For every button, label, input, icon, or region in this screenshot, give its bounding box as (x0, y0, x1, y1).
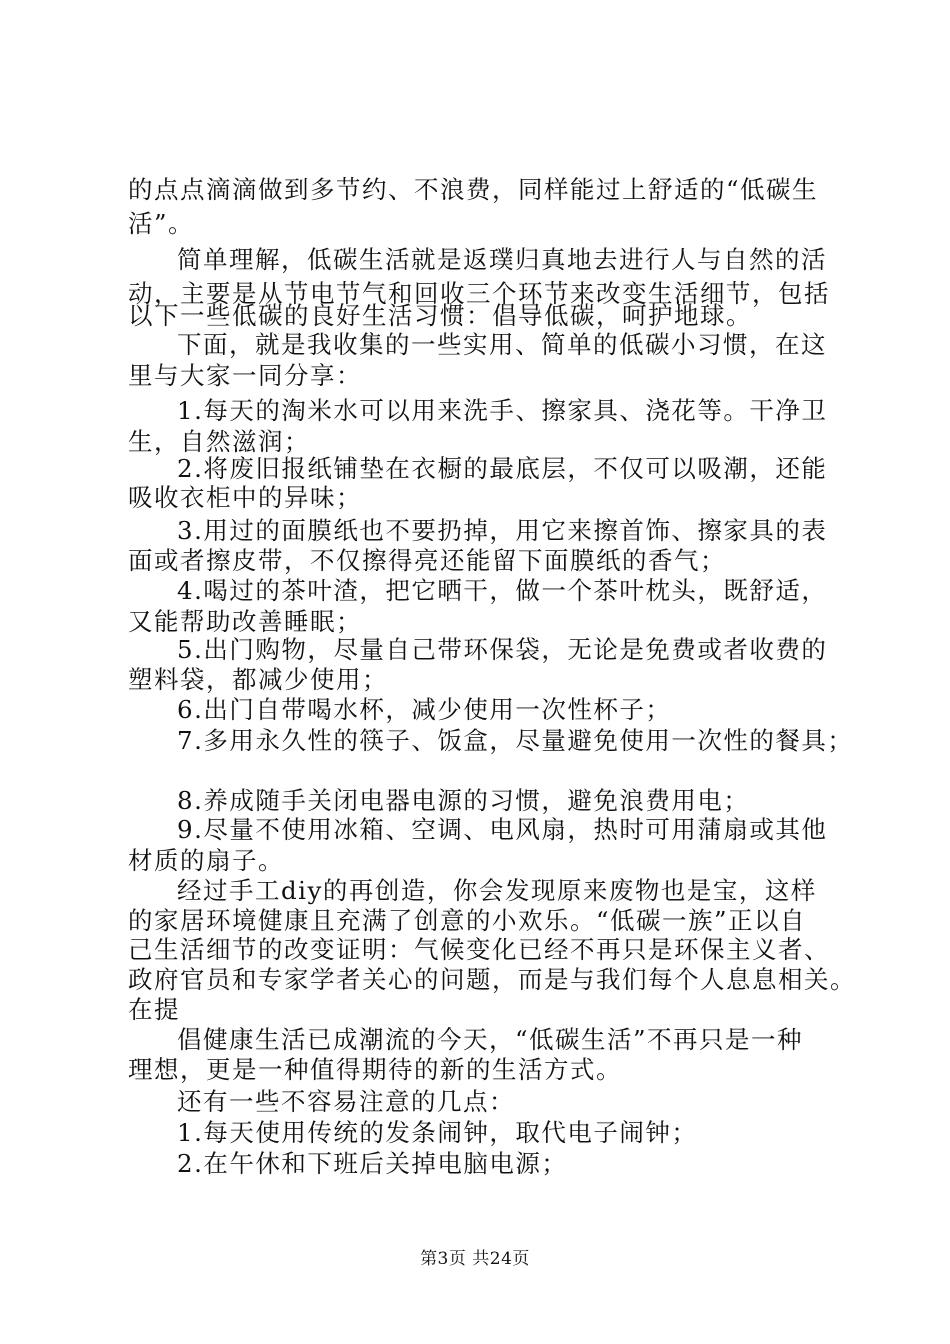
list-item: 9.尽量不使用冰箱、空调、电风扇，热时可用蒲扇或其他 (177, 815, 828, 844)
text-line: 在提 (128, 995, 180, 1024)
list-item: 7.多用永久性的筷子、饭盒，尽量避免使用一次性的餐具； (177, 726, 854, 755)
text-line: 政府官员和专家学者关心的问题，而是与我们每个人息息相关。 (128, 965, 856, 994)
text-line: 理想，更是一种值得期待的新的生活方式。 (128, 1055, 622, 1084)
paragraph-start: 倡健康生活已成潮流的今天，“低碳生活”不再只是一种 (177, 1025, 804, 1054)
text-line: 以下一些低碳的良好生活习惯：倡导低碳，呵护地球。 (128, 301, 752, 330)
list-item: 8.养成随手关闭电器电源的习惯，避免浪费用电； (177, 786, 750, 815)
text-line: 生，自然滋润； (128, 427, 310, 456)
text-line: 动，主要是从节电节气和回收三个环节来改变生活细节，包括 (128, 279, 830, 308)
text-line: 材质的扇子。 (128, 846, 284, 875)
list-item: 4.喝过的茶叶渣，把它晒干，做一个茶叶枕头，既舒适， (177, 576, 828, 605)
text-line: 又能帮助改善睡眠； (128, 607, 362, 636)
list-item: 5.出门购物，尽量自己带环保袋，无论是免费或者收费的 (177, 635, 828, 664)
list-item: 1.每天的淘米水可以用来洗手、擦家具、浇花等。干净卫 (177, 396, 828, 425)
text-line: 的家居环境健康且充满了创意的小欢乐。“低碳一族”正以自 (128, 906, 807, 935)
page-footer: 第3页 共24页 (420, 1249, 530, 1269)
text-line: 面或者擦皮带，不仅擦得亮还能留下面膜纸的香气； (128, 546, 726, 575)
list-item: 3.用过的面膜纸也不要扔掉，用它来擦首饰、擦家具的表 (177, 516, 828, 545)
text-line: 里与大家一同分享： (128, 361, 362, 390)
text-line: 吸收衣柜中的异味； (128, 483, 362, 512)
paragraph-start: 下面，就是我收集的一些实用、简单的低碳小习惯，在这 (177, 330, 827, 359)
text-line: 塑料袋，都减少使用； (128, 665, 388, 694)
text-line: 的点点滴滴做到多节约、不浪费，同样能过上舒适的“低碳生 (128, 175, 819, 204)
list-item: 1.每天使用传统的发条闹钟，取代电子闹钟； (177, 1118, 698, 1147)
text-line: 活”。 (128, 209, 195, 238)
list-item: 2.在午休和下班后关掉电脑电源； (177, 1149, 568, 1178)
list-item: 2.将废旧报纸铺垫在衣橱的最底层，不仅可以吸潮，还能 (177, 454, 828, 483)
text-line: 己生活细节的改变证明：气候变化已经不再只是环保主义者、 (128, 935, 830, 964)
list-item: 6.出门自带喝水杯，减少使用一次性杯子； (177, 695, 672, 724)
paragraph-start: 简单理解，低碳生活就是返璞归真地去进行人与自然的活 (177, 245, 827, 274)
paragraph-start: 经过手工diy的再创造，你会发现原来废物也是宝，这样 (177, 876, 817, 905)
paragraph-start: 还有一些不容易注意的几点： (177, 1087, 515, 1116)
